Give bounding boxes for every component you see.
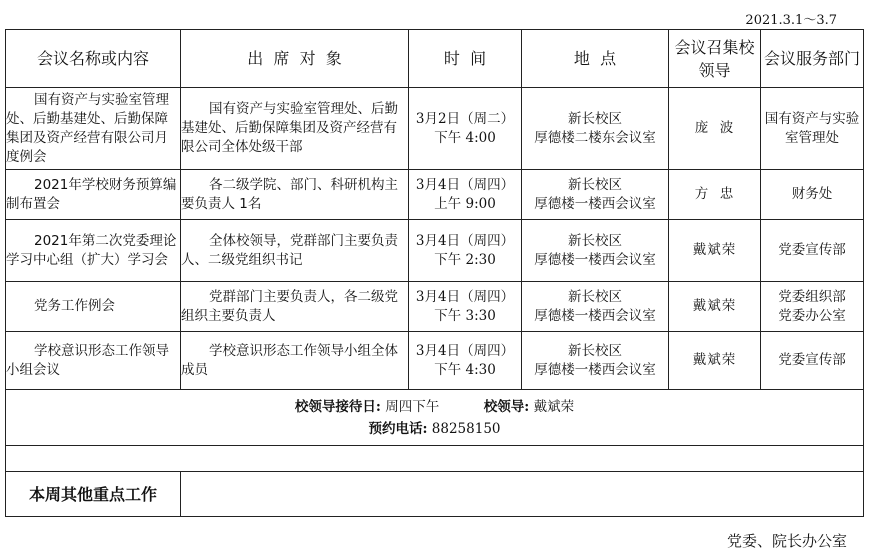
reception-info: [6, 390, 864, 446]
reception-leader-value: 戴斌荣: [533, 398, 575, 415]
table-row: [6, 332, 864, 390]
table-row: [6, 88, 864, 170]
meeting-time: 3月4日（周四） 下午 2:30: [409, 220, 522, 282]
attendees: 全体校领导，党群部门主要负责人、二级党组织书记: [181, 220, 409, 282]
header-time: 时 间: [409, 30, 522, 88]
service-dept: 党委组织部 党委办公室: [761, 282, 864, 332]
other-work-label: 本周其他重点工作: [6, 472, 181, 517]
footer-signature: 党委、院长办公室: [726, 532, 847, 550]
meeting-schedule-table: [5, 29, 864, 517]
header-location: 地 点: [522, 30, 669, 88]
attendees: 各二级学院、部门、科研机构主要负责人 1名: [181, 170, 409, 220]
meeting-name: 党务工作例会: [6, 282, 181, 332]
service-dept: 财务处: [761, 170, 864, 220]
convener: 戴斌荣: [669, 282, 761, 332]
table-row: [6, 170, 864, 220]
service-dept: 党委宣传部: [761, 220, 864, 282]
reception-leader-label: 校领导:: [483, 398, 530, 415]
date-range: 2021.3.1～3.7: [745, 13, 837, 28]
reception-row: [6, 390, 864, 446]
header-service-dept: 会议服务部门: [761, 30, 864, 88]
service-dept: 国有资产与实验室管理处: [761, 88, 864, 170]
header-row: [6, 30, 864, 88]
reception-phone-label: 预约电话:: [368, 420, 428, 437]
attendees: 党群部门主要负责人，各二级党组织主要负责人: [181, 282, 409, 332]
meeting-name: 2021年第二次党委理论学习中心组（扩大）学习会: [6, 220, 181, 282]
meeting-name: 国有资产与实验室管理处、后勤基建处、后勤保障集团及资产经营有限公司月度例会: [6, 88, 181, 170]
meeting-location: 新长校区 厚德楼一楼西会议室: [522, 170, 669, 220]
reception-phone-value: 88258150: [431, 420, 501, 437]
convener: 戴斌荣: [669, 220, 761, 282]
blank-cell: [6, 446, 864, 472]
table-row: [6, 220, 864, 282]
meeting-time: 3月4日（周四） 上午 9:00: [409, 170, 522, 220]
convener: 庞 波: [669, 88, 761, 170]
meeting-time: 3月4日（周四） 下午 4:30: [409, 332, 522, 390]
attendees: 学校意识形态工作领导小组全体成员: [181, 332, 409, 390]
meeting-location: 新长校区 厚德楼二楼东会议室: [522, 88, 669, 170]
meeting-location: 新长校区 厚德楼一楼西会议室: [522, 282, 669, 332]
blank-row: [6, 446, 864, 472]
attendees: 国有资产与实验室管理处、后勤基建处、后勤保障集团及资产经营有限公司全体处级干部: [181, 88, 409, 170]
table-row: [6, 282, 864, 332]
header-meeting-name: 会议名称或内容: [6, 30, 181, 88]
meeting-location: 新长校区 厚德楼一楼西会议室: [522, 332, 669, 390]
meeting-time: 3月2日（周二） 下午 4:00: [409, 88, 522, 170]
meeting-name: 2021年学校财务预算编制布置会: [6, 170, 181, 220]
header-attendees: 出 席 对 象: [181, 30, 409, 88]
meeting-location: 新长校区 厚德楼一楼西会议室: [522, 220, 669, 282]
meeting-time: 3月4日（周四） 下午 3:30: [409, 282, 522, 332]
meeting-name: 学校意识形态工作领导小组会议: [6, 332, 181, 390]
other-work-content: [181, 472, 864, 517]
convener: 方 忠: [669, 170, 761, 220]
other-work-row: [6, 472, 864, 517]
header-convener: 会议召集校领导: [669, 30, 761, 88]
reception-day-label: 校领导接待日:: [294, 398, 381, 415]
convener: 戴斌荣: [669, 332, 761, 390]
service-dept: 党委宣传部: [761, 332, 864, 390]
reception-day-value: 周四下午: [385, 398, 440, 415]
